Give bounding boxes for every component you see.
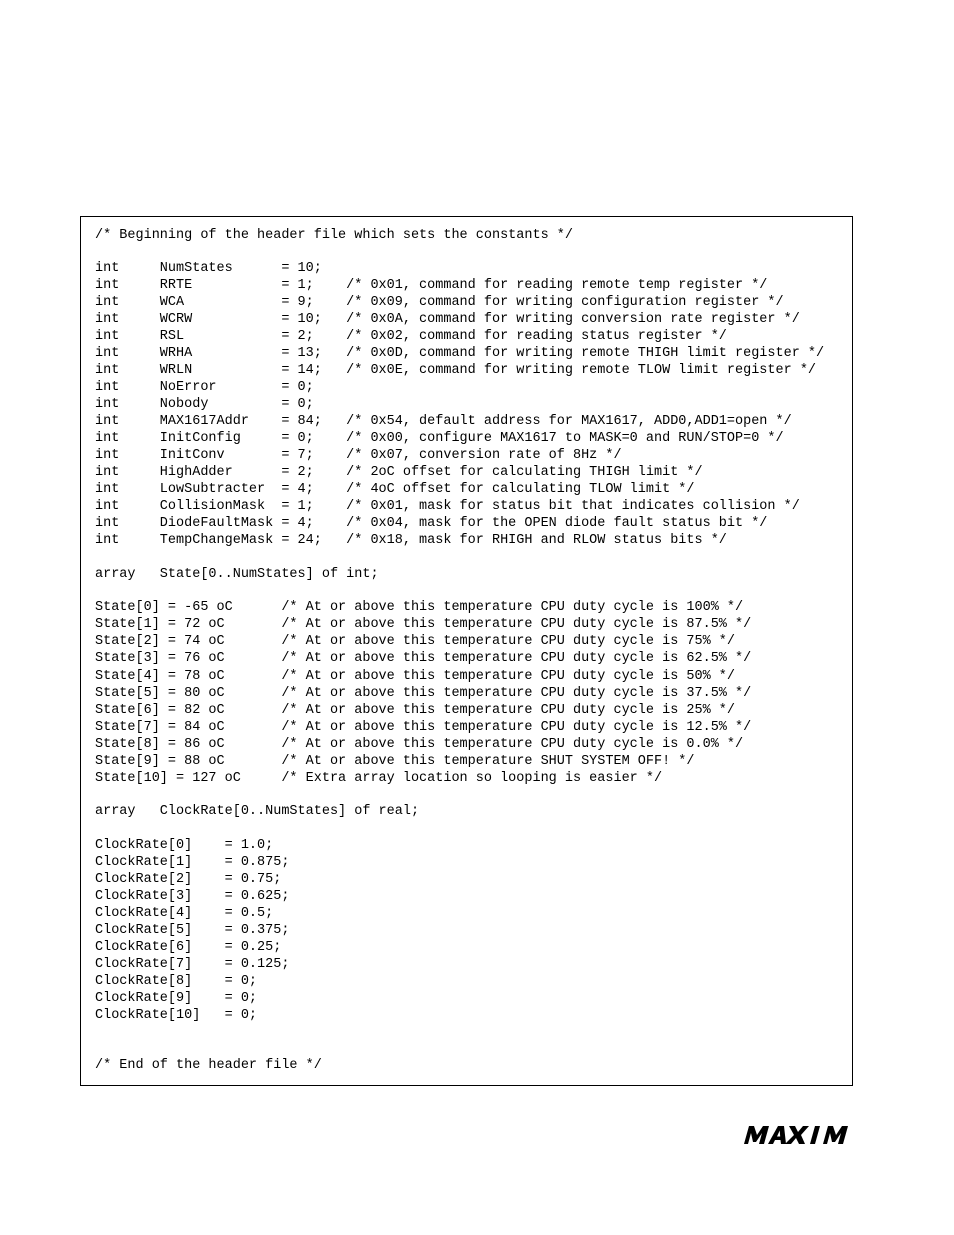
code-line: int NoError = 0; <box>95 380 314 395</box>
code-line: array ClockRate[0..NumStates] of real; <box>95 804 420 819</box>
code-line: ClockRate[5] = 0.375; <box>95 923 290 938</box>
code-line: ClockRate[6] = 0.25; <box>95 940 282 955</box>
code-line: int WCA = 9; /* 0x09, command for writing configuration register */ <box>95 295 784 310</box>
code-line: State[5] = 80 oC /* At or above this temperature CPU duty cycle is 37.5% */ <box>95 686 752 701</box>
code-line: ClockRate[3] = 0.625; <box>95 889 290 904</box>
code-line: ClockRate[4] = 0.5; <box>95 906 274 921</box>
code-line: State[8] = 86 oC /* At or above this temperature CPU duty cycle is 0.0% */ <box>95 737 744 752</box>
code-line: int InitConfig = 0; /* 0x00, configure MAX1617 to MASK=0 and RUN/STOP=0 */ <box>95 431 784 446</box>
code-line: State[9] = 88 oC /* At or above this temperature SHUT SYSTEM OFF! */ <box>95 754 695 769</box>
code-line: int RSL = 2; /* 0x02, command for reading status register */ <box>95 329 727 344</box>
code-line: array State[0..NumStates] of int; <box>95 567 379 582</box>
code-line: int RRTE = 1; /* 0x01, command for reading remote temp register */ <box>95 278 768 293</box>
code-line: ClockRate[8] = 0; <box>95 974 258 989</box>
code-line: int DiodeFaultMask = 4; /* 0x04, mask for the OPEN diode fault status bit */ <box>95 516 768 531</box>
code-line: int HighAdder = 2; /* 2oC offset for calculating THIGH limit */ <box>95 465 703 480</box>
code-line: int CollisionMask = 1; /* 0x01, mask for status bit that indicates collision */ <box>95 499 800 514</box>
code-line: State[7] = 84 oC /* At or above this temperature CPU duty cycle is 12.5% */ <box>95 720 752 735</box>
code-listing-box <box>80 216 853 1086</box>
code-line: State[4] = 78 oC /* At or above this temperature CPU duty cycle is 50% */ <box>95 669 736 684</box>
code-line: int Nobody = 0; <box>95 397 314 412</box>
code-line: /* Beginning of the header file which sets the constants */ <box>95 228 573 243</box>
code-line: /* End of the header file */ <box>95 1058 322 1073</box>
code-line: int NumStates = 10; <box>95 261 322 276</box>
code-line: State[0] = -65 oC /* At or above this temperature CPU duty cycle is 100% */ <box>95 600 744 615</box>
code-line: State[6] = 82 oC /* At or above this temperature CPU duty cycle is 25% */ <box>95 703 736 718</box>
code-line: State[10] = 127 oC /* Extra array location so looping is easier */ <box>95 771 663 786</box>
code-line: State[1] = 72 oC /* At or above this temperature CPU duty cycle is 87.5% */ <box>95 617 752 632</box>
code-line: ClockRate[0] = 1.0; <box>95 838 274 853</box>
code-line: int TempChangeMask = 24; /* 0x18, mask for RHIGH and RLOW status bits */ <box>95 533 727 548</box>
code-line: int LowSubtracter = 4; /* 4oC offset for calculating TLOW limit */ <box>95 482 695 497</box>
code-line: ClockRate[7] = 0.125; <box>95 957 290 972</box>
code-line: int WRLN = 14; /* 0x0E, command for writing remote TLOW limit register */ <box>95 363 817 378</box>
code-line: int MAX1617Addr = 84; /* 0x54, default address for MAX1617, ADD0,ADD1=open */ <box>95 414 792 429</box>
code-line: int InitConv = 7; /* 0x07, conversion rate of 8Hz */ <box>95 448 622 463</box>
maxim-logo <box>744 1126 852 1144</box>
code-line: int WRHA = 13; /* 0x0D, command for writing remote THIGH limit register */ <box>95 346 825 361</box>
code-line: int WCRW = 10; /* 0x0A, command for writing conversion rate register */ <box>95 312 800 327</box>
code-line: ClockRate[1] = 0.875; <box>95 855 290 870</box>
code-line: ClockRate[9] = 0; <box>95 991 258 1006</box>
code-line: ClockRate[2] = 0.75; <box>95 872 282 887</box>
code-line: ClockRate[10] = 0; <box>95 1008 258 1023</box>
code-line: State[3] = 76 oC /* At or above this temperature CPU duty cycle is 62.5% */ <box>95 651 752 666</box>
code-line: State[2] = 74 oC /* At or above this temperature CPU duty cycle is 75% */ <box>95 634 736 649</box>
